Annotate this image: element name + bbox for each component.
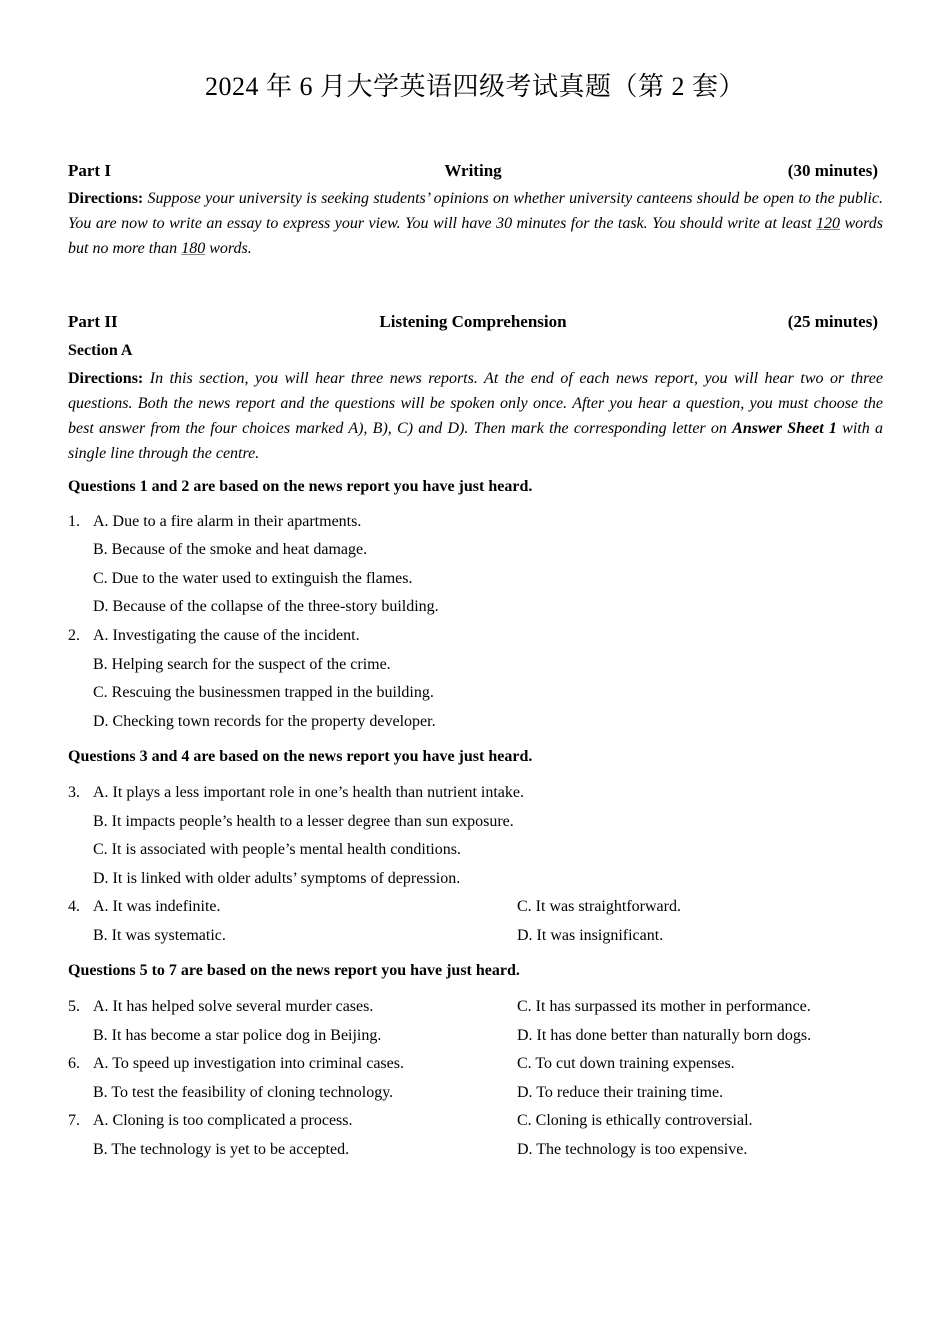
max-words: 180: [181, 240, 206, 257]
part1-directions: Directions: Suppose your university is seeking students’ opinions on whether university canteens should be open to the public. You are now to write an essay to express your view. You will have 30 minutes for the task. You should write at least 120 words but no more than 180 words.: [68, 190, 884, 257]
min-words: 120: [816, 215, 841, 232]
part1-header: [68, 161, 878, 183]
option-6a: A. To speed up investigation into criminal cases.: [93, 1055, 404, 1072]
question-number: 5.: [68, 998, 80, 1015]
question-group-heading: Questions 3 and 4 are based on the news report you have just heard.: [68, 748, 533, 765]
question-group-heading: Questions 1 and 2 are based on the news report you have just heard.: [68, 478, 533, 495]
option-6b: B. To test the feasibility of cloning technology.: [93, 1084, 394, 1101]
option-3c: C. It is associated with people’s mental health conditions.: [93, 841, 461, 858]
option-7b: B. The technology is yet to be accepted.: [93, 1141, 350, 1158]
option-2d: D. Checking town records for the property developer.: [93, 713, 436, 730]
option-3a: A. It plays a less important role in one’s health than nutrient intake.: [93, 784, 525, 801]
part2-label: Part II: [68, 312, 118, 331]
directions-label: Directions:: [68, 370, 144, 387]
part2-time: (25 minutes): [787, 312, 878, 331]
option-7a: A. Cloning is too complicated a process.: [93, 1112, 353, 1129]
option-1a: A. Due to a fire alarm in their apartments.: [93, 513, 362, 530]
question-group-heading: Questions 5 to 7 are based on the news report you have just heard.: [68, 962, 520, 979]
directions-label: Directions:: [68, 190, 144, 207]
option-7d: D. The technology is too expensive.: [517, 1141, 748, 1158]
page-title: 2024 年 6 月大学英语四级考试真题（第 2 套）: [204, 72, 745, 101]
part1-name: Writing: [444, 161, 502, 180]
option-1b: B. Because of the smoke and heat damage.: [93, 541, 368, 558]
option-2c: C. Rescuing the businessmen trapped in the building.: [93, 684, 434, 701]
option-6c: C. To cut down training expenses.: [517, 1055, 735, 1072]
answer-sheet-ref: Answer Sheet 1: [732, 420, 837, 437]
option-2a: A. Investigating the cause of the incident.: [93, 627, 360, 644]
option-4d: D. It was insignificant.: [517, 927, 664, 944]
question-number: 3.: [68, 784, 80, 801]
option-5a: A. It has helped solve several murder cases.: [93, 998, 374, 1015]
question-number: 2.: [68, 627, 80, 644]
option-4a: A. It was indefinite.: [93, 898, 221, 915]
option-5d: D. It has done better than naturally born dogs.: [517, 1027, 812, 1044]
option-5c: C. It has surpassed its mother in performance.: [517, 998, 811, 1015]
section-a-label: Section A: [68, 342, 133, 359]
question-number: 4.: [68, 898, 80, 915]
part1-label: Part I: [68, 161, 111, 180]
option-7c: C. Cloning is ethically controversial.: [517, 1112, 753, 1129]
part2-directions: Directions: In this section, you will hear three news reports. At the end of each news report, you will hear two or three questions. Both the news report and the questions will be spoken only once. After you hear a question, you must choose the best answer from the four choices marked A), B), C) and D). Then mark the corresponding letter on Answer Sheet 1 with a single line through the centre.: [68, 370, 883, 462]
option-2b: B. Helping search for the suspect of the crime.: [93, 656, 391, 673]
option-4b: B. It was systematic.: [93, 927, 226, 944]
option-3d: D. It is linked with older adults’ symptoms of depression.: [93, 870, 461, 887]
option-5b: B. It has become a star police dog in Beijing.: [93, 1027, 382, 1044]
question-number: 7.: [68, 1112, 80, 1129]
question-number: 1.: [68, 513, 80, 530]
part2-header: [68, 312, 878, 334]
option-1d: D. Because of the collapse of the three-story building.: [93, 598, 439, 615]
option-6d: D. To reduce their training time.: [517, 1084, 724, 1101]
option-3b: B. It impacts people’s health to a lesser degree than sun exposure.: [93, 813, 514, 830]
option-4c: C. It was straightforward.: [517, 898, 681, 915]
part1-time: (30 minutes): [787, 161, 878, 180]
option-1c: C. Due to the water used to extinguish the flames.: [93, 570, 413, 587]
question-number: 6.: [68, 1055, 80, 1072]
part2-name: Listening Comprehension: [379, 312, 567, 331]
